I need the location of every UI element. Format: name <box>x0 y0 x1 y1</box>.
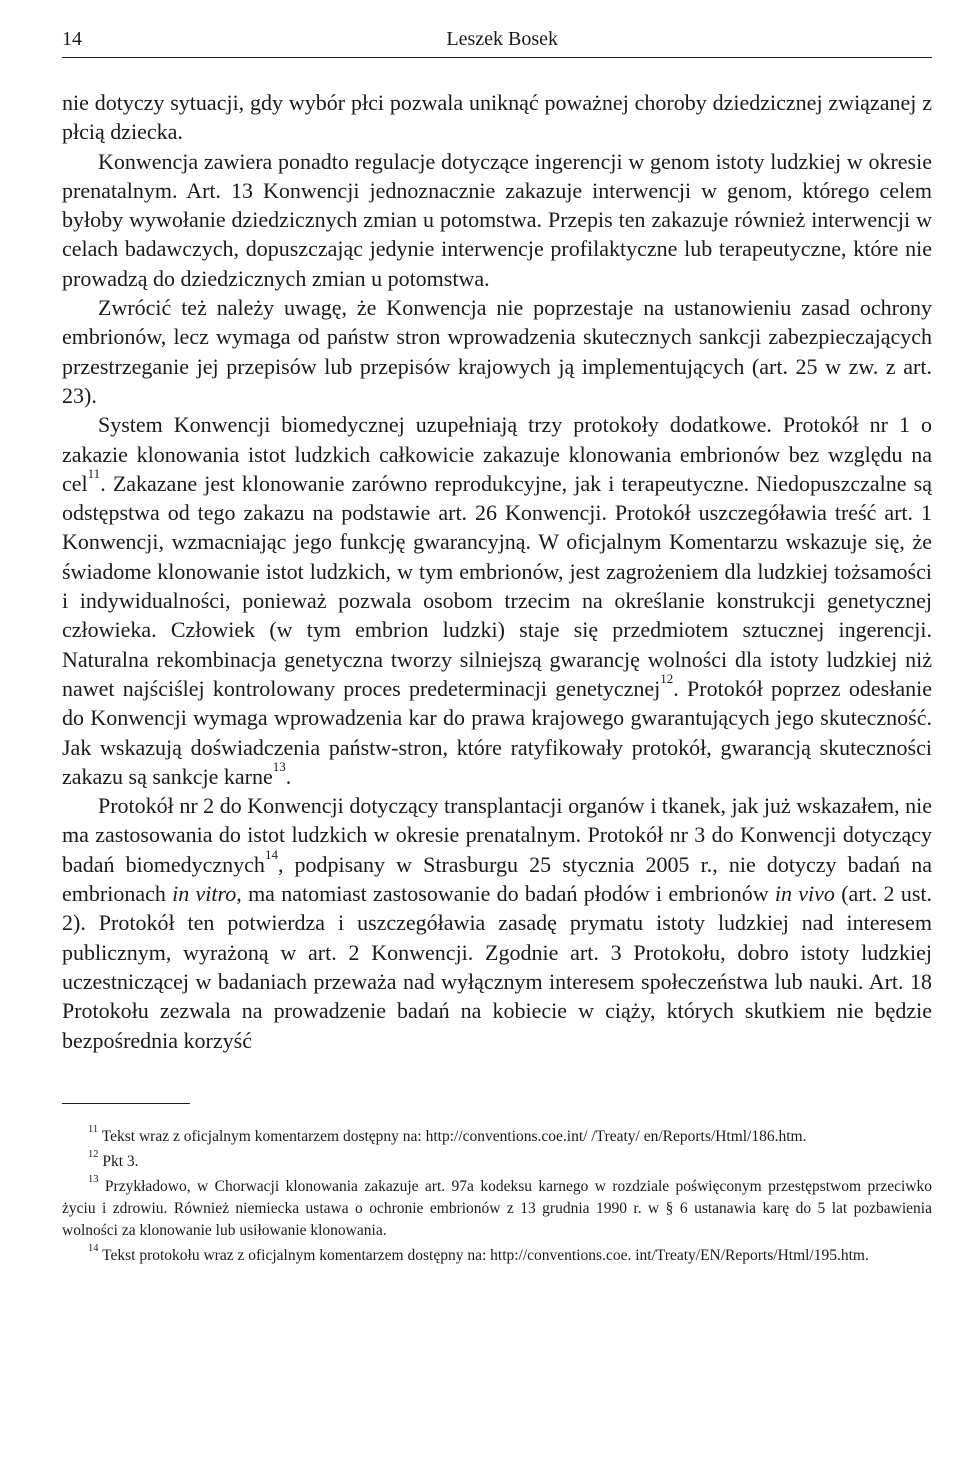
footnote-number: 12 <box>88 1148 99 1160</box>
paragraph-text: , ma natomiast zastosowanie do badań płodów i embrionów <box>236 881 775 907</box>
footnote-number: 11 <box>88 1123 99 1135</box>
footnote-11 <box>62 1123 932 1148</box>
italic-term: in vivo <box>774 881 835 907</box>
body-text <box>62 88 932 1055</box>
paragraph-1 <box>62 88 932 147</box>
footnote-text: Pkt 3. <box>102 1152 139 1170</box>
footnote-14 <box>62 1242 932 1267</box>
paragraph-text: nie dotyczy sytuacji, gdy wybór płci pozwala uniknąć poważnej choroby dziedzicznej związanej z płcią dziecka. <box>62 90 932 145</box>
paragraph-2 <box>62 147 932 293</box>
paragraph-text: . Protokół poprzez odesłanie do Konwencji wymaga wprowadzenia kar do prawa krajowego gwarantujących jego skuteczność. Jak wskazują doświadczenia państw-stron, które ratyfikowały protokół, gwarancją skuteczności zakazu są sankcje karne <box>62 675 932 789</box>
paragraph-4 <box>62 410 932 791</box>
paragraph-text: (art. 2 ust. 2). Protokół ten potwierdza i uszczegóławia zasadę prymatu istoty ludzkiej nad interesem publicznym, wyrażoną w art. 2 Konwencji. Zgodnie art. 3 Protokołu, dobro istoty ludzkiej uczestniczącej w badaniach przeważa nad wyłącznym interesem społeczeństwa lub nauki. Art. 18 Protokołu zezwala na prowadzenie badań na kobiecie w ciąży, których skutkiem nie będzie bezpośrednia korzyść <box>62 881 932 1053</box>
footnote-13 <box>62 1173 933 1242</box>
footnote-ref-11[interactable]: 11 <box>87 465 101 481</box>
paragraph-text: , podpisany w Strasburgu 25 stycznia 2005 r., nie dotyczy badań na embrionach <box>62 851 933 907</box>
paragraph-5 <box>62 791 932 1055</box>
footnote-separator <box>62 1103 190 1104</box>
paragraph-3 <box>62 293 932 410</box>
italic-term: in vitro <box>172 881 237 907</box>
footnotes <box>62 1123 933 1267</box>
paragraph-text: Protokół nr 2 do Konwencji dotyczący transplantacji organów i tkanek, jak już wskazałem, nie ma zastosowania do istot ludzkich w okresie prenatalnym. Protokół nr 3 do Konwencji dotyczący badań biomedycznych <box>62 793 932 877</box>
paragraph-text: System Konwencji biomedycznej uzupełniają trzy protokoły dodatkowe. Protokół nr 1 o zakazie klonowania istot ludzkich całkowicie zakazuje klonowania embrionów bez względu na cel <box>62 412 932 496</box>
footnote-ref-14[interactable]: 14 <box>264 846 278 862</box>
footnote-12 <box>62 1148 932 1173</box>
running-head-author: Leszek Bosek <box>446 28 558 50</box>
paragraph-text: . <box>285 763 292 789</box>
running-header <box>62 28 932 58</box>
page-number: 14 <box>62 28 82 50</box>
footnote-ref-12[interactable]: 12 <box>660 670 674 686</box>
paragraph-text: Konwencja zawiera ponadto regulacje dotyczące ingerencji w genom istoty ludzkiej w okresie prenatalnym. Art. 13 Konwencji jednoznacznie zakazuje interwencji w genom, którego celem byłoby wywołanie dziedzicznych zmian u potomstwa. Przepis ten zakazuje również interwencji w celach badawczych, dopuszczając jedynie interwencje profilaktyczne lub terapeutyczne, które nie prowadzą do dziedzicznych zmian u potomstwa. <box>62 148 932 291</box>
footnote-number: 14 <box>88 1242 99 1254</box>
footnote-number: 13 <box>88 1173 99 1185</box>
paragraph-text: Zwrócić też należy uwagę, że Konwencja nie poprzestaje na ustanowieniu zasad ochrony embrionów, lecz wymaga od państw stron wprowadzenia skutecznych sankcji zabezpieczających przestrzeganie jej przepisów lub przepisów krajowych ją implementujących (art. 25 w zw. z art. 23). <box>62 295 932 408</box>
footnote-text: Tekst protokołu wraz z oficjalnym komentarzem dostępny na: http://conventions.coe. int/Treaty/EN/Reports/Html/195.htm. <box>102 1246 869 1264</box>
footnote-ref-13[interactable]: 13 <box>272 758 286 774</box>
footnote-text: Tekst wraz z oficjalnym komentarzem dostępny na: http://conventions.coe.int/ /Treaty/ en/Reports/Html/186.htm. <box>101 1127 807 1145</box>
page <box>62 28 932 1270</box>
paragraph-text: . Zakazane jest klonowanie zarówno reprodukcyjne, jak i terapeutyczne. Niedopuszczalne są odstępstwa od tego zakazu na podstawie art. 26 Konwencji. Protokół uszczegóławia treść art. 1 Konwencji, wzmacniając jego funkcję gwarancyjną. W oficjalnym Komentarzu wskazuje się, że świadome klonowanie istot ludzkich, w tym embrionów, jest zagrożeniem dla ludzkiej tożsamości i indywidualności, ponieważ pozwala osobom trzecim na określanie konstrukcji genetycznej człowieka. Człowiek (w tym embrion ludzki) staje się przedmiotem sztucznej ingerencji. Naturalna rekombinacja genetyczna tworzy silniejszą gwarancję wolności dla istoty ludzkiej niż nawet najściślej kontrolowany proces predeterminacji genetycznej <box>62 470 932 701</box>
footnote-text: Przykładowo, w Chorwacji klonowania zakazuje art. 97a kodeksu karnego w rozdziale poświęconym przestępstwom przeciwko życiu i zdrowiu. Również niemiecka ustawa o ochronie embrionów z 13 grudnia 1990 r. w § 6 ustanawia karę do 5 lat pozbawienia wolności za klonowanie lub usiłowanie klonowania. <box>62 1177 933 1239</box>
